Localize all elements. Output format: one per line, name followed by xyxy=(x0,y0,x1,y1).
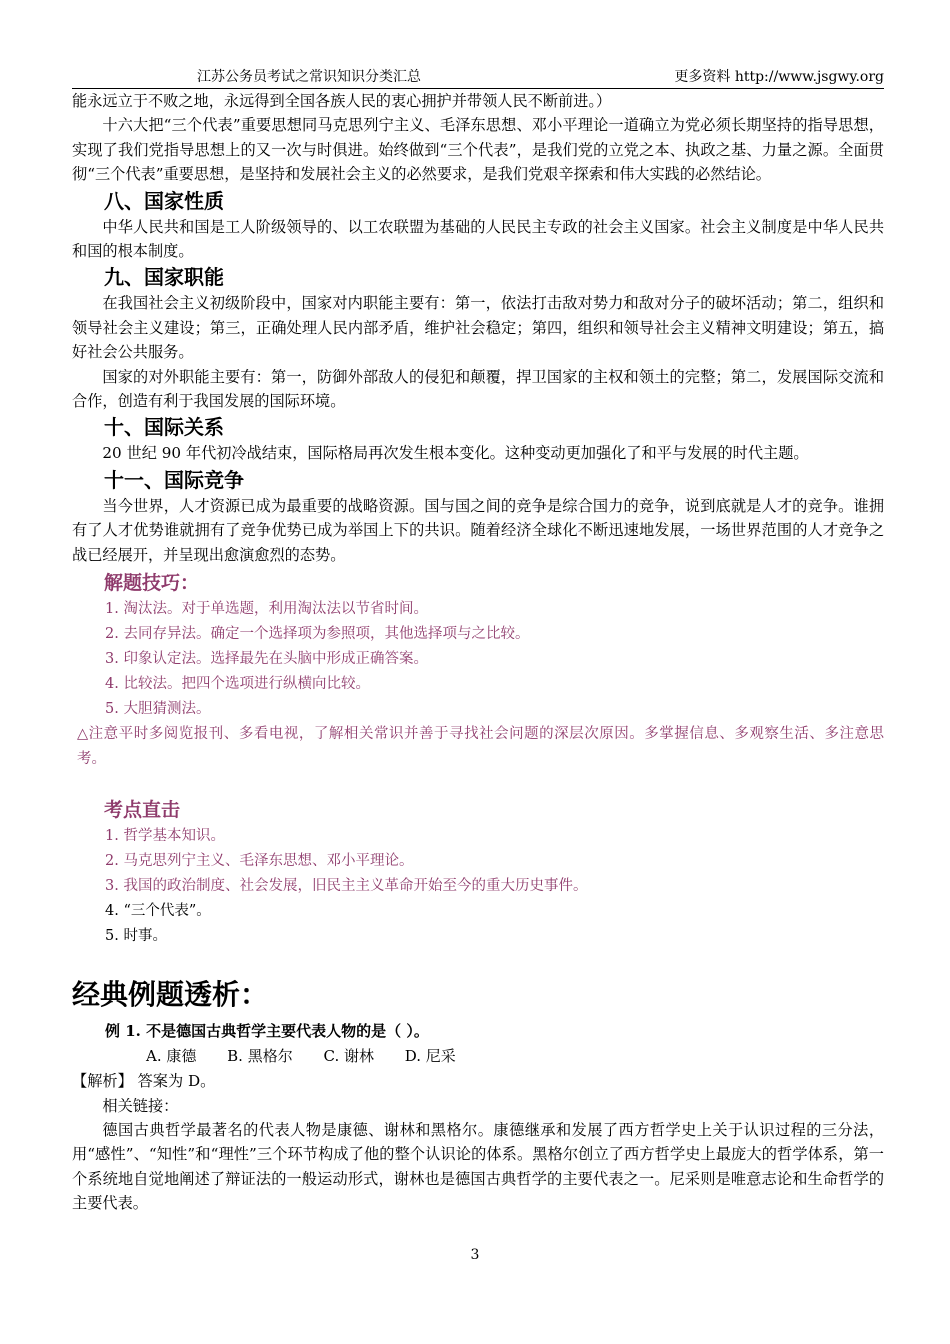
tip-item: 2. 去同存异法。确定一个选择项为参照项，其他选择项与之比较。 xyxy=(105,626,530,643)
header-title: 江苏公务员考试之常识知识分类汇总 xyxy=(197,69,421,85)
related-link-label: 相关链接： xyxy=(102,1096,179,1115)
tips-title: 解题技巧： xyxy=(104,572,200,595)
paragraph-16da: 十六大把“三个代表”重要思想同马克思列宁主义、毛泽东思想、邓小平理论一道确立为党必须长期坚持的指导思想，实现了我们党指导思想上的又一次与时俱进。始终做到“三个代表”，是我们党的立党之本、执政之基、力量之源。全面贯彻“三个代表”重要思想，是坚持和发展社会主义的必然要求，是我们党艰辛探索和伟大实践的必然结论。 xyxy=(72,116,884,184)
tip-item: 4. 比较法。把四个选项进行纵横向比较。 xyxy=(105,676,370,693)
point-item: 2. 马克思列宁主义、毛泽东思想、邓小平理论。 xyxy=(105,853,414,870)
section-9-title: 九、国家职能 xyxy=(104,265,224,290)
option-d: D. 尼采 xyxy=(404,1047,456,1066)
tip-item: 5. 大胆猜测法。 xyxy=(105,701,211,718)
section-8-title: 八、国家性质 xyxy=(104,188,224,213)
option-a: A. 康德 xyxy=(146,1047,197,1066)
solving-tips xyxy=(72,569,884,772)
example-question: 例 1. 不是德国古典哲学主要代表人物的是（ ）。 xyxy=(105,1022,429,1041)
point-item: 1. 哲学基本知识。 xyxy=(105,828,225,845)
classic-title: 经典例题透析： xyxy=(72,978,269,1012)
document-body xyxy=(72,89,884,1216)
document-page xyxy=(72,62,884,1216)
classic-examples xyxy=(72,975,884,1215)
example-options xyxy=(72,1043,884,1069)
point-item: 5. 时事。 xyxy=(105,928,167,945)
section-11-text: 当今世界，人才资源已成为最重要的战略资源。国与国之间的竞争是综合国力的竞争，说到底就是人才的竞争。谁拥有了人才优势谁就拥有了竞争优势已成为举国上下的共识。随着经济全球化不断迅速地发展，一场世界范围的人才竞争之战已经展开，并呈现出愈演愈烈的态势。 xyxy=(72,496,884,564)
option-c: C. 谢林 xyxy=(323,1047,374,1066)
tip-item: 3. 印象认定法。选择最先在头脑中形成正确答案。 xyxy=(105,651,428,668)
section-9-text-external: 国家的对外职能主要有：第一，防御外部敌人的侵犯和颠覆，捍卫国家的主权和领土的完整；第二，发展国际交流和合作，创造有利于我国发展的国际环境。 xyxy=(72,367,884,411)
section-10-text: 20 世纪 90 年代初冷战结束，国际格局再次发生根本变化。这种变动更加强化了和平与发展的时代主题。 xyxy=(102,444,809,463)
header-website[interactable]: 更多资料 http://www.jsgwy.org xyxy=(674,69,884,85)
points-title: 考点直击 xyxy=(104,799,181,822)
example-explanation: 德国古典哲学最著名的代表人物是康德、谢林和黑格尔。康德继承和发展了西方哲学史上关于认识过程的三分法，用“感性”、“知性”和“理性”三个环节构成了他的整个认识论的体系。黑格尔创立了西方哲学史上最庞大的哲学体系，第一个系统地自觉地阐述了辩证法的一般运动形式，谢林也是德国古典哲学的主要代表之一。尼采则是唯意志论和生命哲学的主要代表。 xyxy=(72,1120,884,1213)
point-item: 4. “三个代表”。 xyxy=(105,903,211,920)
continued-paragraph: 能永远立于不败之地，永远得到全国各族人民的衷心拥护并带领人民不断前进。） xyxy=(72,92,612,110)
section-9-text-internal: 在我国社会主义初级阶段中，国家对内职能主要有：第一，依法打击敌对势力和敌对分子的破坏活动；第二，组织和领导社会主义建设；第三，正确处理人民内部矛盾，维护社会稳定；第四，组织和领导社会主义精神文明建设；第五，搞好社会公共服务。 xyxy=(72,294,884,362)
option-b: B. 黑格尔 xyxy=(227,1047,293,1066)
example-answer: 【解析】 答案为 D。 xyxy=(72,1072,216,1091)
page-header xyxy=(72,62,884,89)
tip-item: 1. 淘汰法。对于单选题，利用淘汰法以节省时间。 xyxy=(105,601,428,618)
point-item: 3. 我国的政治制度、社会发展，旧民主主义革命开始至今的重大历史事件。 xyxy=(105,878,588,895)
section-10-title: 十、国际关系 xyxy=(104,415,224,440)
key-points xyxy=(72,796,884,949)
section-8-text: 中华人民共和国是工人阶级领导的、以工农联盟为基础的人民民主专政的社会主义国家。社会主义制度是中华人民共和国的根本制度。 xyxy=(72,217,884,261)
page-number: 3 xyxy=(470,1247,480,1263)
section-11-title: 十一、国际竞争 xyxy=(104,467,244,492)
tips-note: △注意平时多阅览报刊、多看电视，了解相关常识并善于寻找社会问题的深层次原因。多掌握信息、多观察生活、多注意思考。 xyxy=(77,726,884,768)
